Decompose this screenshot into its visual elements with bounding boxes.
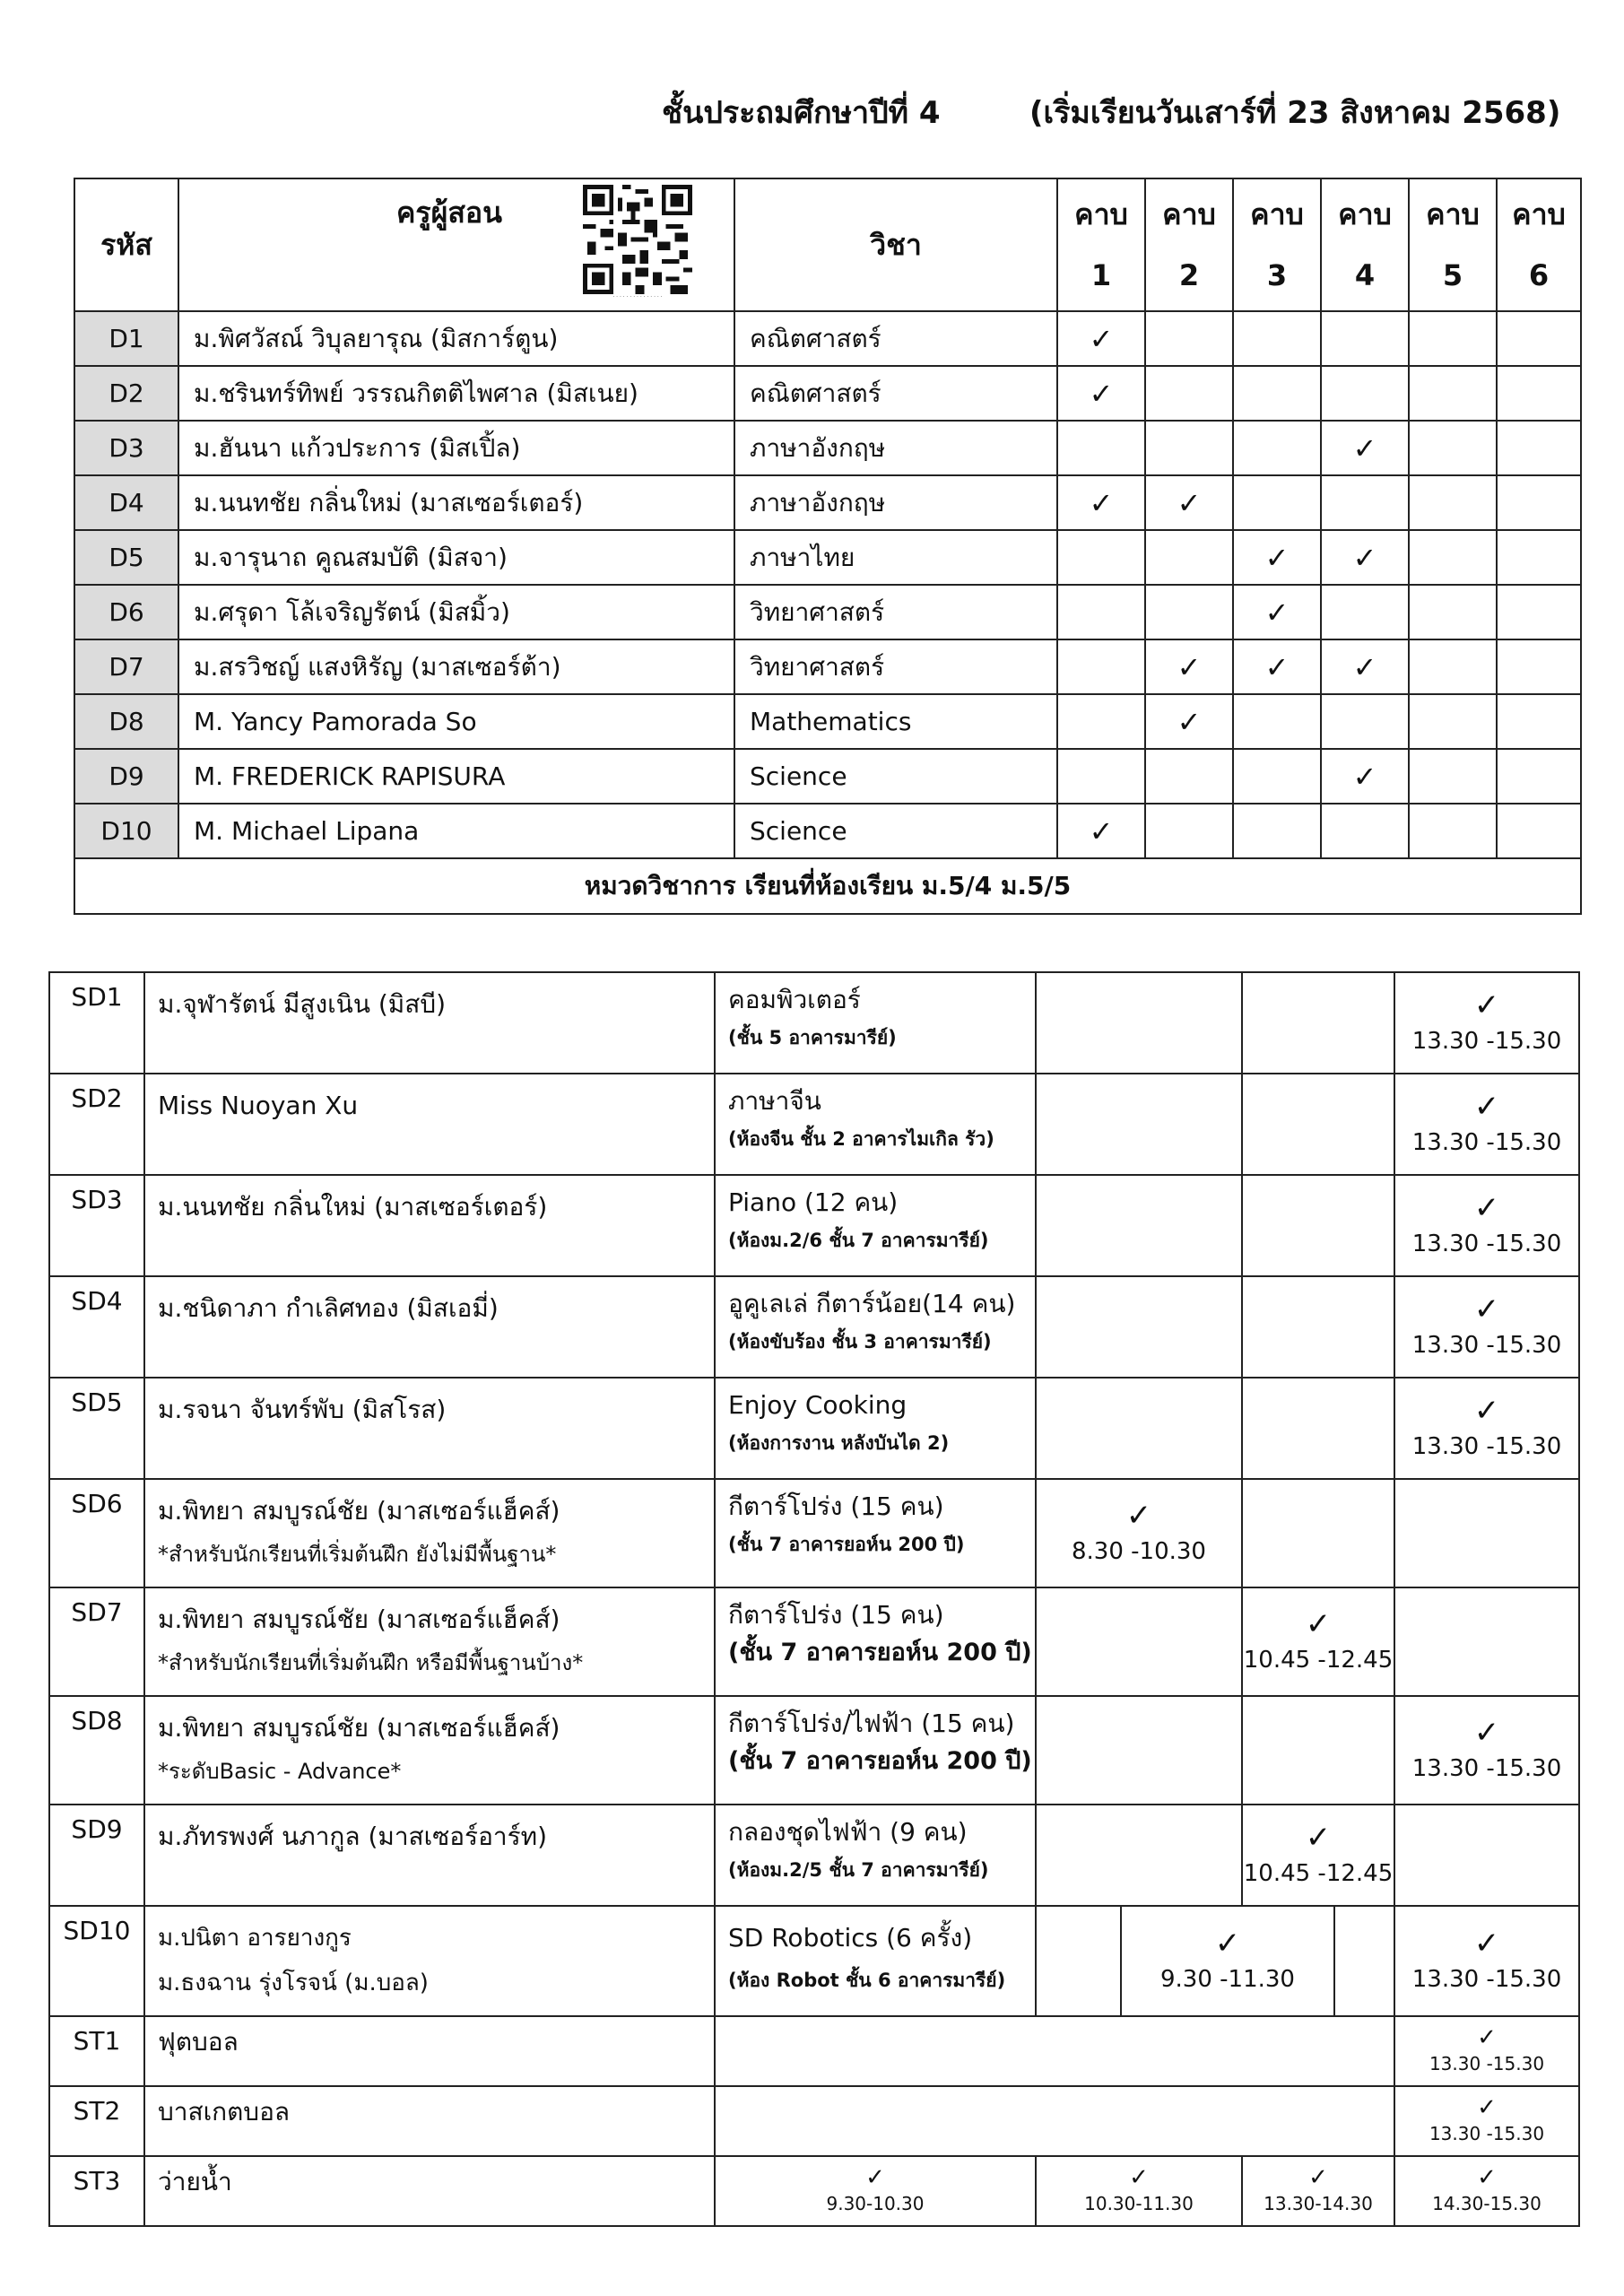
time-slot (715, 2156, 1036, 2226)
empty-slot (1394, 1805, 1579, 1906)
period-6-cell (1497, 421, 1581, 475)
teacher-code: D1 (74, 311, 178, 366)
subject-title: กีตาร์โปร่ง (15 คน) (728, 1600, 944, 1630)
activity-subject (715, 1906, 1036, 2016)
header-teacher-label: ครูผู้สอน (396, 196, 502, 230)
header-subject: วิชา (734, 178, 1057, 311)
teacher-name-line: ม.พิทยา สมบูรณ์ชัย (มาสเซอร์แฮ็คส์) (158, 1713, 560, 1743)
subject-location: (ห้องขับร้อง ชั้น 3 อาคารมารีย์) (728, 1331, 992, 1352)
page-title: ชั้นประถมศึกษาปีที่ 4 (662, 95, 941, 131)
time-slot (1394, 1175, 1579, 1276)
qr-code-icon (581, 185, 694, 294)
check-mark-icon: ✓ (1352, 540, 1377, 575)
activity-code: ST1 (49, 2016, 144, 2086)
table-row (49, 1378, 1579, 1479)
subject-location: (ห้องการงาน หลังบันได 2) (728, 1432, 950, 1454)
table-footer-row (74, 858, 1581, 914)
period-3-cell (1233, 585, 1321, 639)
teacher-name: ม.ชนิดาภา กำเลิศทอง (มิสเอมี่) (144, 1276, 715, 1378)
sport-name: บาสเกตบอล (144, 2086, 715, 2156)
activity-subject (715, 1587, 1036, 1696)
table-row (49, 1805, 1579, 1906)
check-mark-icon: ✓ (1352, 649, 1377, 684)
subject-name: วิทยาศาสตร์ (734, 639, 1057, 694)
teacher-name-line: ม.พิทยา สมบูรณ์ชัย (มาสเซอร์แฮ็คส์) (158, 1496, 560, 1526)
header-period-3 (1233, 178, 1321, 311)
empty-slot (1242, 972, 1394, 1074)
teacher-note: *สำหรับนักเรียนที่เริ่มต้นฝึก ยังไม่มีพื้นฐาน* (158, 1542, 557, 1567)
teacher-name: Miss Nuoyan Xu (144, 1074, 715, 1175)
table-row (49, 1074, 1579, 1175)
period-6-cell (1497, 366, 1581, 421)
check-mark-icon: ✓ (1473, 1392, 1500, 1429)
empty-slot (1242, 1696, 1394, 1805)
empty-slot (1036, 1175, 1242, 1276)
subject-location: (ชั้น 7 อาคารยอห์น 200 ปี) (728, 1639, 1032, 1666)
period-3-cell (1233, 530, 1321, 585)
activity-code: SD10 (49, 1906, 144, 2016)
subject-title: Piano (12 คน) (728, 1187, 899, 1217)
table-row (49, 1276, 1579, 1378)
check-mark-icon: ✓ (1477, 2164, 1497, 2191)
time-range: 9.30 -11.30 (1160, 1965, 1295, 1993)
teacher-name: M. Michael Lipana (178, 804, 734, 858)
period-2-cell (1145, 366, 1233, 421)
table-row (49, 1587, 1579, 1696)
header-period-1 (1057, 178, 1145, 311)
period-5-cell (1409, 475, 1497, 530)
teacher-code: D10 (74, 804, 178, 858)
teacher-name: ม.ชรินทร์ทิพย์ วรรณกิตติไพศาล (มิสเนย) (178, 366, 734, 421)
time-range: 13.30-14.30 (1264, 2193, 1373, 2214)
subject-name: คณิตศาสตร์ (734, 366, 1057, 421)
activity-code: SD8 (49, 1696, 144, 1805)
time-range: 13.30 -15.30 (1429, 2123, 1545, 2144)
subject-location: (ชั้น 7 อาคารยอห์น 200 ปี) (728, 1747, 1032, 1775)
activity-code: SD4 (49, 1276, 144, 1378)
time-slot (1394, 1074, 1579, 1175)
check-mark-icon: ✓ (1473, 1925, 1500, 1961)
check-mark-icon: ✓ (1473, 1088, 1500, 1125)
table-row (49, 2156, 1579, 2226)
time-range: 13.30 -15.30 (1411, 1027, 1562, 1055)
period-4-cell (1321, 366, 1409, 421)
period-1-cell (1057, 804, 1145, 858)
empty-slot (1242, 1378, 1394, 1479)
check-mark-icon: ✓ (1473, 1189, 1500, 1226)
teacher-name-line: ม.พิทยา สมบูรณ์ชัย (มาสเซอร์แฮ็คส์) (158, 1605, 560, 1634)
empty-slot (1036, 1805, 1242, 1906)
teacher-name: ม.นนทชัย กลิ่นใหม่ (มาสเซอร์เตอร์) (144, 1175, 715, 1276)
teacher-name: ม.พิศวัสณ์ วิบุลยารุณ (มิสการ์ตูน) (178, 311, 734, 366)
period-6-cell (1497, 639, 1581, 694)
period-3-cell (1233, 311, 1321, 366)
table-row (49, 1479, 1579, 1587)
check-mark-icon: ✓ (1473, 987, 1500, 1023)
table-row (49, 1906, 1579, 2016)
table-row (74, 749, 1581, 804)
period-1-cell (1057, 749, 1145, 804)
teacher-name: ม.จุฬารัตน์ มีสูงเนิน (มิสบี) (144, 972, 715, 1074)
teacher-name: M. Yancy Pamorada So (178, 694, 734, 749)
check-mark-icon: ✓ (1177, 704, 1202, 739)
period-2-cell (1145, 694, 1233, 749)
activity-subject (715, 1378, 1036, 1479)
subject-title: SD Robotics (6 ครั้ง) (728, 1923, 973, 1952)
check-mark-icon: ✓ (1264, 595, 1290, 630)
sport-name: ฟุตบอล (144, 2016, 715, 2086)
check-mark-icon: ✓ (1352, 430, 1377, 465)
table-row (74, 694, 1581, 749)
teacher-name: M. FREDERICK RAPISURA (178, 749, 734, 804)
time-slot (1036, 2156, 1242, 2226)
period-5-cell (1409, 749, 1497, 804)
table-header-row (74, 178, 1581, 311)
activity-code: SD9 (49, 1805, 144, 1906)
teacher-name: ม.ภัทรพงศ์ นภากูล (มาสเซอร์อาร์ท) (144, 1805, 715, 1906)
empty-slot (715, 2086, 1394, 2156)
empty-slot (1242, 1175, 1394, 1276)
empty-slot (1036, 1906, 1121, 2016)
teacher-code: D8 (74, 694, 178, 749)
subject-location: (ห้อง Robot ชั้น 6 อาคารมารีย์) (728, 1970, 1006, 1991)
period-4-cell (1321, 475, 1409, 530)
period-1-cell (1057, 694, 1145, 749)
subject-name: ภาษาไทย (734, 530, 1057, 585)
teacher-code: D6 (74, 585, 178, 639)
teacher-name (144, 1479, 715, 1587)
period-4-cell (1321, 311, 1409, 366)
teacher-name-line-2: ม.ธงฉาน รุ่งโรจน์ (ม.บอล) (158, 1970, 429, 1996)
subject-name: Mathematics (734, 694, 1057, 749)
empty-slot (1242, 1479, 1394, 1587)
time-range: 13.30 -15.30 (1411, 1965, 1562, 1993)
time-range: 13.30 -15.30 (1411, 1128, 1562, 1156)
period-1-cell (1057, 530, 1145, 585)
teacher-code: D3 (74, 421, 178, 475)
period-4-cell (1321, 530, 1409, 585)
period-6-cell (1497, 311, 1581, 366)
period-word: คาบ (1512, 197, 1566, 231)
activity-subject (715, 1175, 1036, 1276)
check-mark-icon: ✓ (1308, 2164, 1328, 2191)
activity-code: SD6 (49, 1479, 144, 1587)
period-2-cell (1145, 421, 1233, 475)
period-4-cell (1321, 421, 1409, 475)
subject-title: Enjoy Cooking (728, 1390, 908, 1420)
time-range: 10.30-11.30 (1084, 2193, 1194, 2214)
period-5-cell (1409, 694, 1497, 749)
period-3-cell (1233, 366, 1321, 421)
header-teacher (178, 178, 734, 311)
header-period-4 (1321, 178, 1409, 311)
subject-location: (ชั้น 5 อาคารมารีย์) (728, 1027, 897, 1048)
footer-note: หมวดวิชาการ เรียนที่ห้องเรียน ม.5/4 ม.5/5 (74, 858, 1581, 914)
subject-title: กลองชุดไฟฟ้า (9 คน) (728, 1817, 968, 1847)
period-4-cell (1321, 749, 1409, 804)
period-1-cell (1057, 639, 1145, 694)
time-slot (1394, 972, 1579, 1074)
subject-name: คณิตศาสตร์ (734, 311, 1057, 366)
activity-code: ST3 (49, 2156, 144, 2226)
table-row (74, 530, 1581, 585)
period-word: คาบ (1250, 197, 1304, 231)
period-1-cell (1057, 475, 1145, 530)
empty-slot (1036, 1276, 1242, 1378)
time-slot (1394, 1906, 1579, 2016)
table-row (74, 804, 1581, 858)
subject-title: ภาษาจีน (728, 1086, 821, 1116)
table-row (74, 639, 1581, 694)
table-row (74, 311, 1581, 366)
check-mark-icon: ✓ (1089, 376, 1114, 411)
check-mark-icon: ✓ (1305, 1605, 1332, 1642)
check-mark-icon: ✓ (1477, 2094, 1497, 2121)
check-mark-icon: ✓ (1214, 1925, 1241, 1961)
time-range: 13.30 -15.30 (1411, 1331, 1562, 1359)
subject-location: (ห้องม.2/5 ชั้น 7 อาคารมารีย์) (728, 1859, 989, 1881)
subject-title: อูคูเลเล่ กีตาร์น้อย(14 คน) (728, 1289, 1016, 1318)
teacher-name (144, 1906, 715, 2016)
teacher-name: ม.ฮันนา แก้วประการ (มิสเปิ้ล) (178, 421, 734, 475)
table-row (74, 585, 1581, 639)
activity-subject (715, 1074, 1036, 1175)
empty-slot (1036, 1378, 1242, 1479)
subject-location: (ชั้น 7 อาคารยอห์น 200 ปี) (728, 1534, 965, 1555)
teacher-rows (74, 311, 1581, 858)
check-mark-icon: ✓ (1352, 759, 1377, 794)
period-5-cell (1409, 804, 1497, 858)
teacher-period-table (74, 178, 1582, 915)
subject-location: (ห้องม.2/6 ชั้น 7 อาคารมารีย์) (728, 1230, 989, 1251)
period-2-cell (1145, 749, 1233, 804)
teacher-code: D7 (74, 639, 178, 694)
empty-slot (1394, 1587, 1579, 1696)
period-1-cell (1057, 421, 1145, 475)
header-period-6 (1497, 178, 1581, 311)
start-date-note: (เริ่มเรียนวันเสาร์ที่ 23 สิงหาคม 2568) (1029, 95, 1561, 131)
table-row (49, 2086, 1579, 2156)
activity-code: SD2 (49, 1074, 144, 1175)
teacher-name: ม.รจนา จันทร์พับ (มิสโรส) (144, 1378, 715, 1479)
table-row (74, 475, 1581, 530)
check-mark-icon: ✓ (1264, 540, 1290, 575)
time-range: 13.30 -15.30 (1411, 1754, 1562, 1782)
time-slot (1242, 2156, 1394, 2226)
check-mark-icon: ✓ (1089, 813, 1114, 848)
teacher-name: ม.ศรุดา โล้เจริญรัตน์ (มิสมิ้ว) (178, 585, 734, 639)
period-2-cell (1145, 585, 1233, 639)
table-row (49, 1175, 1579, 1276)
period-1-cell (1057, 585, 1145, 639)
table-row (49, 1696, 1579, 1805)
empty-slot (1334, 1906, 1394, 2016)
sport-name: ว่ายน้ำ (144, 2156, 715, 2226)
header-period-5 (1409, 178, 1497, 311)
header-period-2 (1145, 178, 1233, 311)
time-slot (1394, 1696, 1579, 1805)
time-slot (1394, 2156, 1579, 2226)
period-3-cell (1233, 475, 1321, 530)
period-6-cell (1497, 475, 1581, 530)
period-word: คาบ (1074, 197, 1128, 231)
table-row (74, 421, 1581, 475)
teacher-name (144, 1587, 715, 1696)
period-number: 6 (1528, 258, 1550, 292)
period-3-cell (1233, 639, 1321, 694)
time-range: 13.30 -15.30 (1411, 1230, 1562, 1257)
check-mark-icon: ✓ (1177, 649, 1202, 684)
period-6-cell (1497, 530, 1581, 585)
check-mark-icon: ✓ (1264, 649, 1290, 684)
header-code: รหัส (74, 178, 178, 311)
empty-slot (1036, 1587, 1242, 1696)
period-4-cell (1321, 694, 1409, 749)
period-4-cell (1321, 585, 1409, 639)
empty-slot (1036, 1696, 1242, 1805)
teacher-code: D5 (74, 530, 178, 585)
check-mark-icon: ✓ (1177, 485, 1202, 520)
period-5-cell (1409, 366, 1497, 421)
qr-caption: · · · · · · · · · · · · · · · (612, 294, 663, 300)
subject-name: วิทยาศาสตร์ (734, 585, 1057, 639)
time-slot (1242, 1805, 1394, 1906)
activity-subject (715, 1805, 1036, 1906)
table-row (74, 366, 1581, 421)
period-5-cell (1409, 311, 1497, 366)
check-mark-icon: ✓ (1089, 485, 1114, 520)
time-range: 13.30 -15.30 (1429, 2053, 1545, 2074)
period-3-cell (1233, 749, 1321, 804)
period-2-cell (1145, 311, 1233, 366)
period-3-cell (1233, 694, 1321, 749)
subject-location: (ห้องจีน ชั้น 2 อาคารไมเกิล รัว) (728, 1128, 994, 1150)
activity-code: SD3 (49, 1175, 144, 1276)
period-word: คาบ (1162, 197, 1216, 231)
time-range: 8.30 -10.30 (1072, 1537, 1206, 1565)
period-5-cell (1409, 585, 1497, 639)
period-3-cell (1233, 804, 1321, 858)
check-mark-icon: ✓ (1477, 2024, 1497, 2051)
activity-subject (715, 1479, 1036, 1587)
period-6-cell (1497, 694, 1581, 749)
time-slot (1394, 1276, 1579, 1378)
period-number: 2 (1178, 258, 1200, 292)
check-mark-icon: ✓ (1305, 1819, 1332, 1856)
period-4-cell (1321, 804, 1409, 858)
table-row (49, 2016, 1579, 2086)
check-mark-icon: ✓ (1473, 1714, 1500, 1751)
check-mark-icon: ✓ (1089, 321, 1114, 356)
teacher-name: ม.สรวิชญ์ แสงหิรัญ (มาสเซอร์ต้า) (178, 639, 734, 694)
time-slot (1121, 1906, 1334, 2016)
time-slot (1036, 1479, 1242, 1587)
period-number: 5 (1442, 258, 1463, 292)
teacher-note: *ระดับBasic - Advance* (158, 1759, 402, 1784)
time-range: 13.30 -15.30 (1411, 1432, 1562, 1460)
time-slot (1242, 1587, 1394, 1696)
teacher-name (144, 1696, 715, 1805)
period-5-cell (1409, 421, 1497, 475)
activity-code: ST2 (49, 2086, 144, 2156)
check-mark-icon: ✓ (865, 2164, 885, 2191)
subject-title: คอมพิวเตอร์ (728, 985, 861, 1014)
period-1-cell (1057, 366, 1145, 421)
subject-name: ภาษาอังกฤษ (734, 421, 1057, 475)
period-2-cell (1145, 475, 1233, 530)
time-range: 10.45 -12.45 (1243, 1646, 1394, 1674)
period-4-cell (1321, 639, 1409, 694)
time-slot (1394, 2086, 1579, 2156)
teacher-note: *สำหรับนักเรียนที่เริ่มต้นฝึก หรือมีพื้นฐานบ้าง* (158, 1650, 584, 1675)
time-slot (1394, 2016, 1579, 2086)
period-3-cell (1233, 421, 1321, 475)
activity-subject (715, 1276, 1036, 1378)
empty-slot (1036, 972, 1242, 1074)
subject-name: Science (734, 804, 1057, 858)
subject-name: Science (734, 749, 1057, 804)
activity-subject (715, 1696, 1036, 1805)
activity-code: SD5 (49, 1378, 144, 1479)
empty-slot (1036, 1074, 1242, 1175)
period-1-cell (1057, 311, 1145, 366)
period-2-cell (1145, 804, 1233, 858)
activity-subject (715, 972, 1036, 1074)
activity-code: SD1 (49, 972, 144, 1074)
teacher-code: D9 (74, 749, 178, 804)
empty-slot (1242, 1074, 1394, 1175)
period-number: 1 (1090, 258, 1112, 292)
period-6-cell (1497, 585, 1581, 639)
check-mark-icon: ✓ (1125, 1497, 1152, 1534)
time-range: 10.45 -12.45 (1243, 1859, 1394, 1887)
period-word: คาบ (1338, 197, 1392, 231)
empty-slot (1394, 1479, 1579, 1587)
teacher-name-line: ม.ปนิตา อารยางกูร (158, 1925, 352, 1952)
activity-table (48, 971, 1580, 2227)
period-2-cell (1145, 639, 1233, 694)
check-mark-icon: ✓ (1473, 1291, 1500, 1327)
teacher-code: D4 (74, 475, 178, 530)
period-5-cell (1409, 639, 1497, 694)
period-6-cell (1497, 749, 1581, 804)
check-mark-icon: ✓ (1129, 2164, 1149, 2191)
table-row (49, 972, 1579, 1074)
teacher-name: ม.นนทชัย กลิ่นใหม่ (มาสเซอร์เตอร์) (178, 475, 734, 530)
period-5-cell (1409, 530, 1497, 585)
empty-slot (1242, 1276, 1394, 1378)
period-2-cell (1145, 530, 1233, 585)
period-word: คาบ (1426, 197, 1480, 231)
period-6-cell (1497, 804, 1581, 858)
period-number: 4 (1354, 258, 1376, 292)
time-range: 14.30-15.30 (1432, 2193, 1541, 2214)
period-number: 3 (1266, 258, 1288, 292)
time-range: 9.30-10.30 (826, 2193, 925, 2214)
empty-slot (715, 2016, 1394, 2086)
activity-code: SD7 (49, 1587, 144, 1696)
subject-name: ภาษาอังกฤษ (734, 475, 1057, 530)
teacher-name: ม.จารุนาถ คูณสมบัติ (มิสจา) (178, 530, 734, 585)
time-slot (1394, 1378, 1579, 1479)
teacher-code: D2 (74, 366, 178, 421)
subject-title: กีตาร์โปร่ง/ไฟฟ้า (15 คน) (728, 1709, 1015, 1738)
subject-title: กีตาร์โปร่ง (15 คน) (728, 1492, 944, 1521)
